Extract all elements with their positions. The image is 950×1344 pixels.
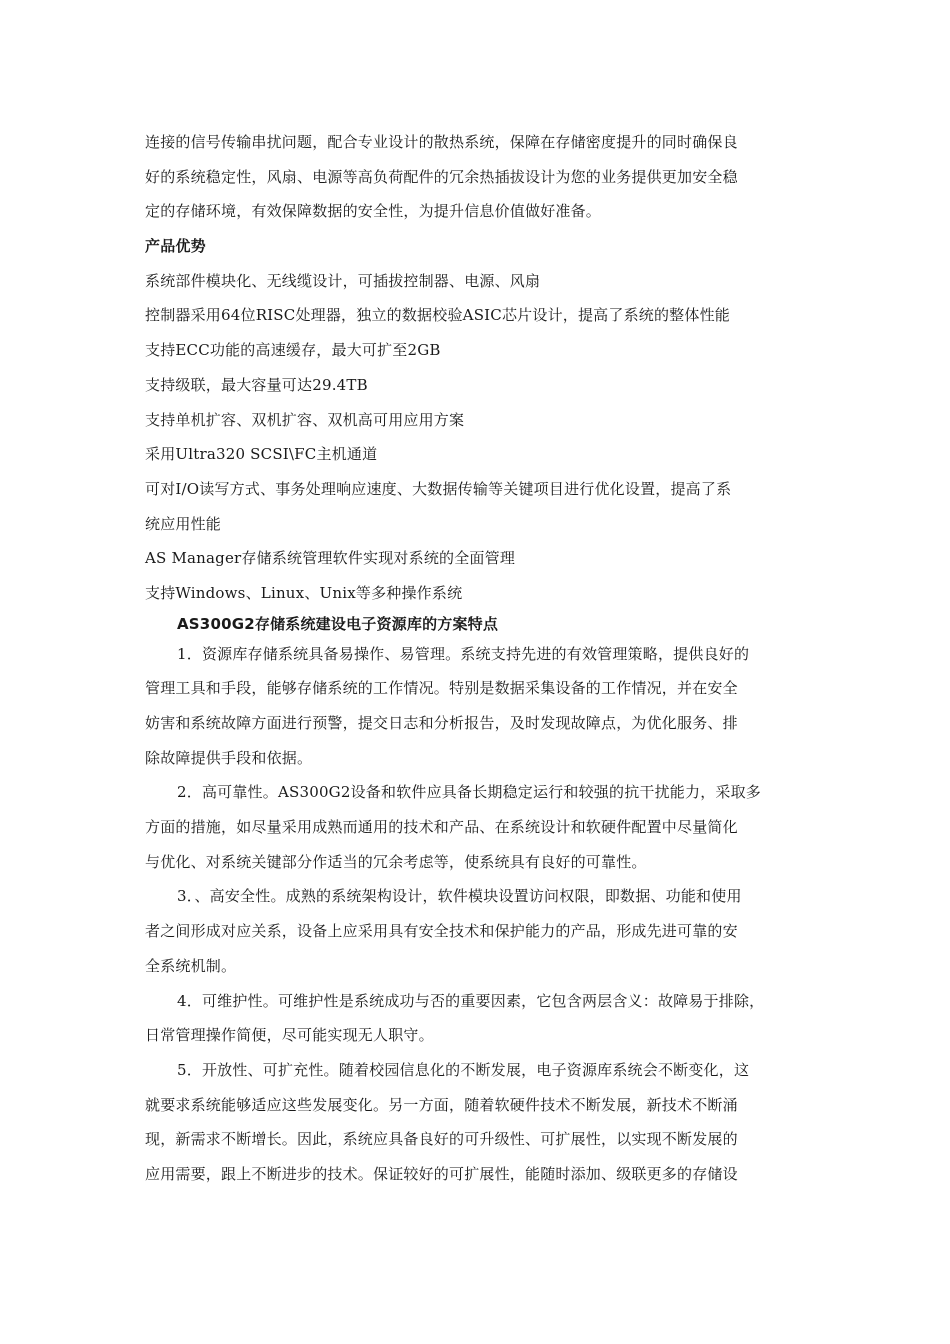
paragraph-line: 与优化、对系统关键部分作适当的冗余考虑等，使系统具有良好的可靠性。 [145, 852, 647, 871]
feature-paragraph [145, 879, 825, 983]
advantage-item: 支持Windows、Linux、Unix等多种操作系统 [145, 583, 463, 602]
paragraph-line: 3．、高安全性。成熟的系统架构设计，软件模块设置访问权限，即数据、功能和使用 [177, 887, 742, 906]
intro-line: 好的系统稳定性，风扇、电源等高负荷配件的冗余热插拔设计为您的业务提供更加安全稳 [145, 167, 738, 186]
advantage-item: AS Manager存储系统管理软件实现对系统的全面管理 [145, 549, 516, 568]
feature-paragraph [145, 1053, 825, 1192]
paragraph-line: 管理工具和手段，能够存储系统的工作情况。特别是数据采集设备的工作情况，并在安全 [145, 679, 738, 698]
advantage-item: 采用Ultra320 SCSI\FC主机通道 [145, 445, 378, 464]
feature-paragraph [145, 984, 825, 1053]
paragraph-line: 4．可维护性。可维护性是系统成功与否的重要因素，它包含两层含义：故障易于排除， [177, 991, 765, 1010]
paragraph-line: 方面的措施，如尽量采用成熟而通用的技术和产品、在系统设计和软硬件配置中尽量简化 [145, 818, 738, 837]
advantage-item: 支持ECC功能的高速缓存，最大可扩至2GB [145, 341, 441, 360]
features-section [145, 611, 825, 1192]
paragraph-line: 妨害和系统故障方面进行预警，提交日志和分析报告，及时发现故障点，为优化服务、排 [145, 714, 738, 732]
paragraph-line: 应用需要，跟上不断进步的技术。保证较好的可扩展性，能随时添加、级联更多的存储设 [145, 1164, 738, 1183]
paragraph-line: 全系统机制。 [145, 956, 237, 975]
advantage-item: 控制器采用64位RISC处理器，独立的数据校验ASIC芯片设计，提高了系统的整体性能 [145, 306, 730, 325]
paragraph-line: 现，新需求不断增长。因此，系统应具备良好的可升级性、可扩展性，以实现不断发展的 [145, 1130, 738, 1149]
advantage-item: 统应用性能 [145, 514, 222, 533]
advantage-item: 支持单机扩容、双机扩容、双机高可用应用方案 [145, 410, 465, 429]
advantages-heading: 产品优势 [145, 237, 206, 256]
paragraph-line: 就要求系统能够适应这些发展变化。另一方面，随着软硬件技术不断发展，新技术不断涌 [145, 1095, 738, 1114]
advantage-item: 系统部件模块化、无线缆设计，可插拔控制器、电源、风扇 [145, 271, 541, 290]
paragraph-line: 者之间形成对应关系，设备上应采用具有安全技术和保护能力的产品，形成先进可靠的安 [145, 922, 738, 941]
features-title: AS300G2存储系统建设电子资源库的方案特点 [177, 614, 499, 633]
paragraph-line: 5．开放性、可扩充性。随着校园信息化的不断发展，电子资源库系统会不断变化，这 [177, 1060, 750, 1079]
paragraph-line: 日常管理操作简便，尽可能实现无人职守。 [145, 1026, 434, 1045]
paragraph-line: 2．高可靠性。AS300G2设备和软件应具备长期稳定运行和较强的抗干扰能力，采取多 [177, 783, 762, 802]
feature-paragraph [145, 637, 825, 776]
paragraph-line: 除故障提供手段和依据。 [145, 748, 313, 767]
document-page [145, 125, 825, 1192]
feature-paragraph [145, 775, 825, 879]
paragraph-line: 1．资源库存储系统具备易操作、易管理。系统支持先进的有效管理策略，提供良好的 [177, 644, 750, 663]
intro-line: 连接的信号传输串扰问题，配合专业设计的散热系统，保障在存储密度提升的同时确保良 [145, 133, 738, 151]
intro-section [145, 125, 825, 229]
advantages-section [145, 229, 825, 611]
advantage-item: 支持级联，最大容量可达29.4TB [145, 375, 368, 394]
advantage-item: 可对I/O读写方式、事务处理响应速度、大数据传输等关键项目进行优化设置，提高了系 [145, 479, 732, 498]
intro-line: 定的存储环境，有效保障数据的安全性，为提升信息价值做好准备。 [145, 202, 602, 221]
